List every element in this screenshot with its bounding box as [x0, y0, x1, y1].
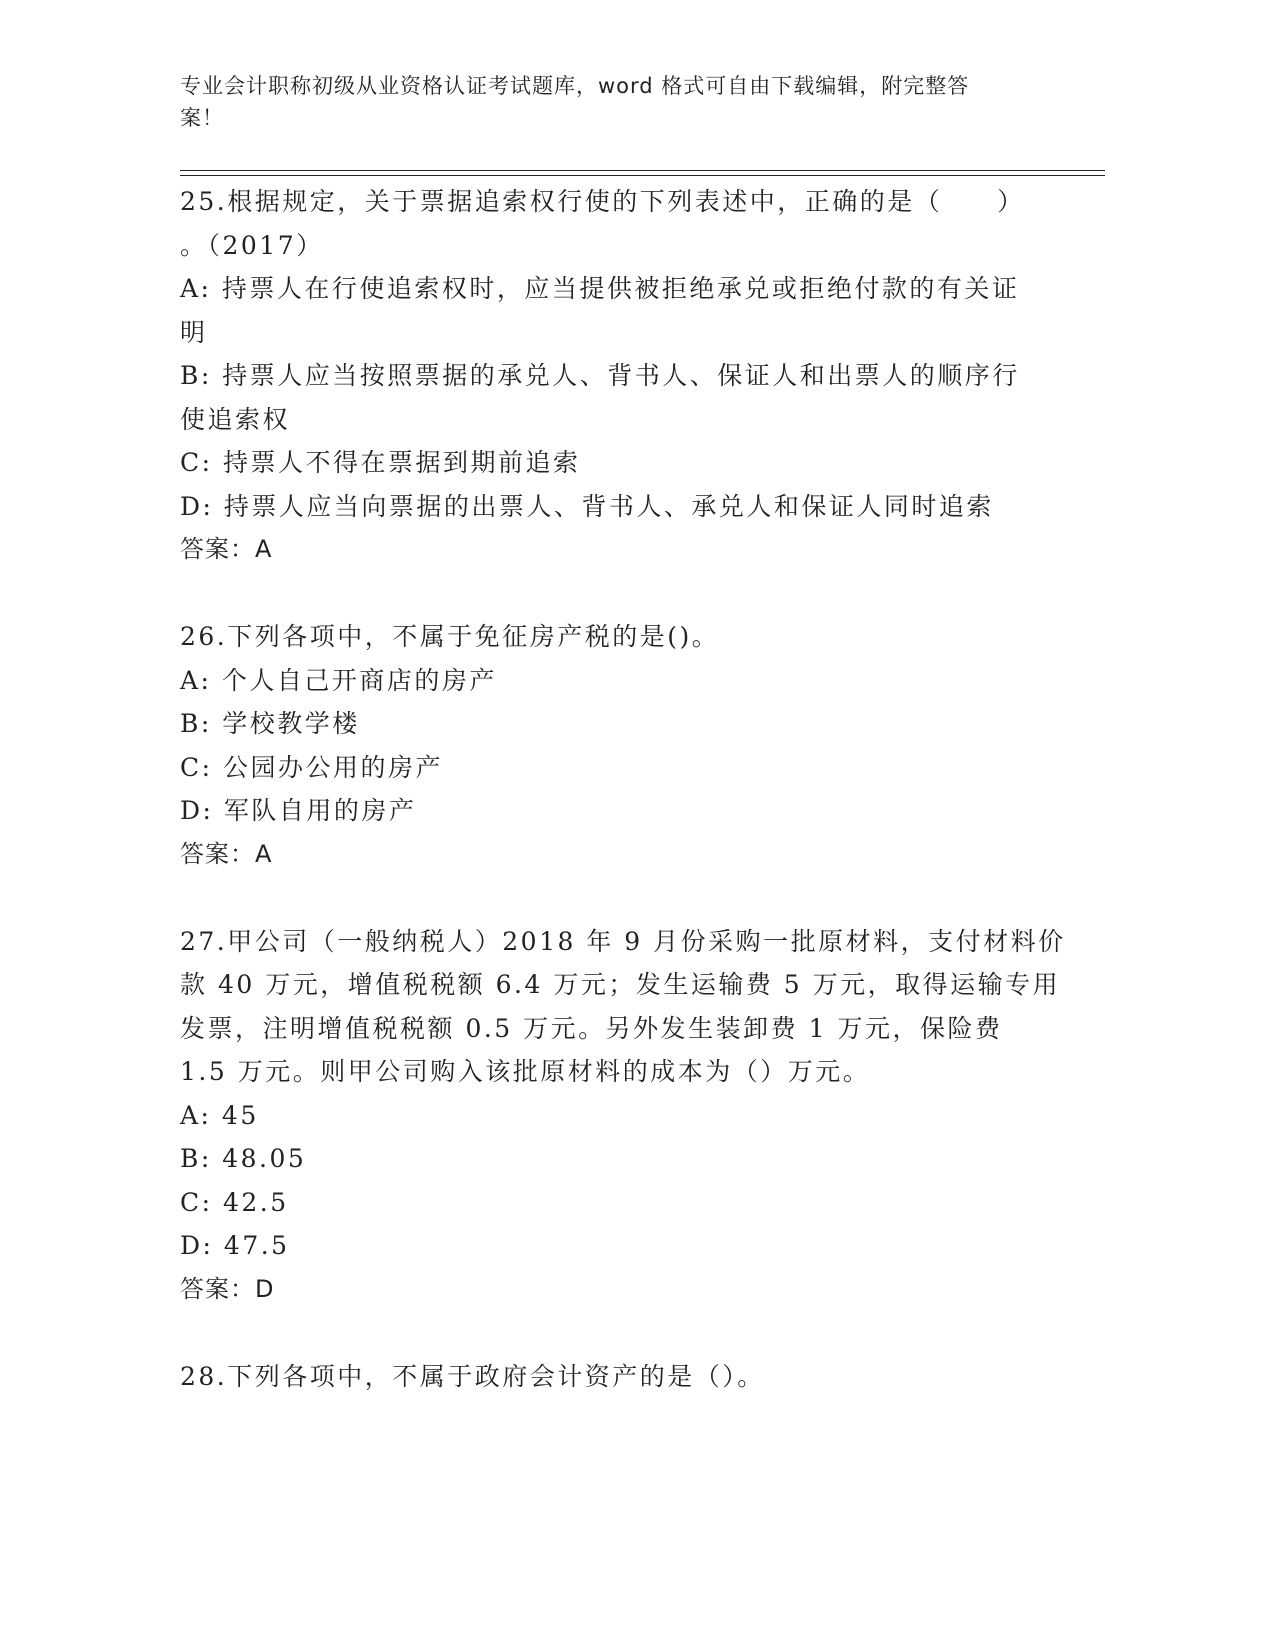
option-a: A: 持票人在行使追索权时，应当提供被拒绝承兑或拒绝付款的有关证 — [180, 274, 1020, 303]
answer-label: 答案：A — [180, 535, 273, 563]
option-d: D: 持票人应当向票据的出票人、背书人、承兑人和保证人同时追索 — [180, 491, 994, 521]
question-stem: 发票，注明增值税税额 0.5 万元。另外发生装卸费 1 万元，保险费 — [180, 1013, 1003, 1043]
option-b: B: 学校教学楼 — [180, 709, 360, 738]
spacer — [180, 876, 1040, 920]
spacer — [180, 1311, 1040, 1355]
question-block — [180, 180, 1040, 572]
question-stem: 27.甲公司（一般纳税人）2018 年 9 月份采购一批原材料，支付材料价 — [180, 926, 1066, 956]
question-stem: 。（2017） — [180, 230, 324, 260]
question-stem: 1.5 万元。则甲公司购入该批原材料的成本为（）万元。 — [180, 1057, 871, 1086]
option-c: C: 42.5 — [180, 1187, 289, 1217]
option-b: B: 持票人应当按照票据的承兑人、背书人、保证人和出票人的顺序行 — [180, 361, 1020, 390]
question-stem: 25.根据规定，关于票据追索权行使的下列表述中，正确的是（ ） — [180, 187, 1025, 216]
spacer — [180, 572, 1040, 616]
header-line: 案！ — [180, 106, 224, 130]
option-c: C: 公园办公用的房产 — [180, 752, 443, 782]
header-divider — [180, 170, 1105, 171]
question-block — [180, 1355, 1040, 1399]
question-block — [180, 920, 1066, 1312]
option-b-cont: 使追索权 — [180, 404, 291, 434]
document-header — [180, 70, 1030, 134]
question-list — [180, 180, 1066, 1398]
option-c: C: 持票人不得在票据到期前追索 — [180, 448, 581, 477]
option-a: A: 45 — [180, 1100, 259, 1130]
header-divider — [180, 175, 1105, 176]
question-stem: 26.下列各项中，不属于免征房产税的是()。 — [180, 622, 720, 651]
option-d: D: 47.5 — [180, 1231, 290, 1260]
answer-label: 答案：A — [180, 839, 273, 868]
option-b: B: 48.05 — [180, 1144, 307, 1173]
question-block — [180, 615, 1040, 876]
question-stem: 款 40 万元，增值税税额 6.4 万元；发生运输费 5 万元，取得运输专用 — [180, 970, 1061, 999]
answer-label: 答案：D — [180, 1274, 275, 1303]
option-d: D: 军队自用的房产 — [180, 796, 417, 825]
header-line: 专业会计职称初级从业资格认证考试题库，word 格式可自由下载编辑，附完整答 — [180, 74, 970, 98]
option-a-cont: 明 — [180, 317, 208, 347]
question-stem: 28.下列各项中，不属于政府会计资产的是（）。 — [180, 1361, 765, 1391]
option-a: A: 个人自己开商店的房产 — [180, 665, 497, 695]
